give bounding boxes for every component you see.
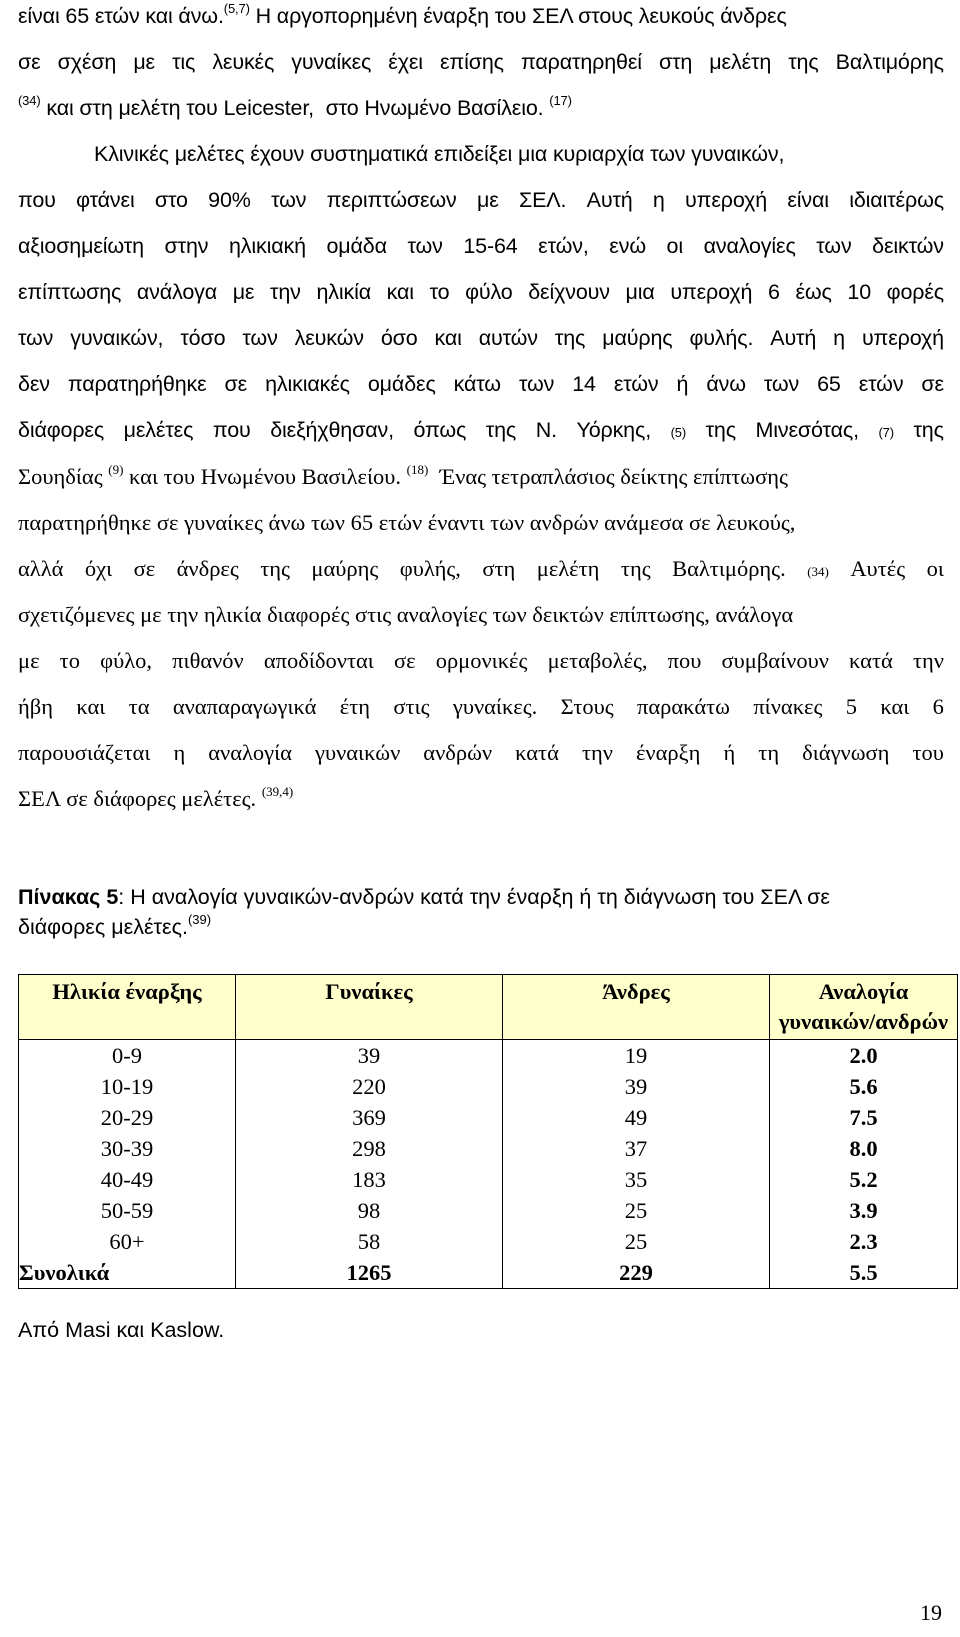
word: δείχνουν (528, 280, 610, 304)
cell-women: 183 (236, 1164, 503, 1195)
paragraph-line (18, 50, 944, 96)
word: στη (658, 50, 693, 74)
table-row (19, 1226, 958, 1257)
cell-women: 98 (236, 1195, 503, 1226)
text-run: είναι 65 ετών και άνω. (18, 4, 224, 28)
word: Βαλτιμόρης (835, 50, 944, 74)
word: γυναικών (315, 740, 401, 765)
citation-ref: (34) (18, 93, 41, 108)
word: αναπαραγωγικά (172, 694, 317, 719)
header-women: Γυναίκες (236, 975, 503, 1040)
word: των (763, 372, 800, 396)
word: αυτών (478, 326, 538, 350)
word: 6 (767, 280, 780, 304)
word: κατά (849, 648, 893, 673)
word: ιδιαιτέρως (849, 188, 944, 212)
word: 15-64 (463, 234, 518, 258)
cell-age: 40-49 (19, 1164, 236, 1195)
word: υπεροχή (670, 280, 753, 304)
word: είναι (787, 188, 829, 212)
cell-men: 19 (503, 1040, 770, 1072)
word: παρακάτω (637, 694, 730, 719)
cell-men: 39 (503, 1071, 770, 1102)
word: αποδίδονται (263, 648, 374, 673)
word: με (232, 280, 255, 304)
word: που (667, 648, 702, 673)
word: το (59, 648, 80, 673)
word: παρουσιάζεται (18, 740, 151, 765)
citation-ref: (9) (108, 462, 124, 477)
cell-men: 229 (503, 1257, 770, 1289)
word: διάγνωση (802, 740, 890, 765)
word: ομάδα (326, 234, 387, 258)
cell-age: 30-39 (19, 1133, 236, 1164)
word: μελέτη (709, 50, 772, 74)
word: ηλικιακές (265, 372, 350, 396)
cell-women: 298 (236, 1133, 503, 1164)
word: η (833, 326, 845, 350)
word: δεν (18, 372, 50, 396)
paragraph-line (18, 602, 944, 648)
word: ηλικιακή (228, 234, 306, 258)
cell-ratio: 2.0 (770, 1040, 958, 1072)
word: ομάδες (367, 372, 436, 396)
table-row (19, 1102, 958, 1133)
word: στις (393, 694, 430, 719)
word: Αυτές (850, 556, 906, 581)
word: την (912, 648, 944, 673)
word: μελέτες (123, 418, 194, 442)
cell-men: 35 (503, 1164, 770, 1195)
word: ενώ (609, 234, 646, 258)
word: έναρξη (635, 740, 701, 765)
word: αλλά (18, 556, 64, 581)
word: Υόρκης, (576, 418, 652, 442)
word: περιπτώσεων (326, 188, 457, 212)
cell-age: 10-19 (19, 1071, 236, 1102)
word: ΣΕΛ. (518, 188, 567, 212)
word: υπεροχή (685, 188, 768, 212)
table-row (19, 1164, 958, 1195)
table-total-row (19, 1257, 958, 1289)
word: των (271, 188, 307, 212)
word: πιθανόν (172, 648, 244, 673)
word: όσο (380, 326, 418, 350)
word: ηλικία (316, 280, 371, 304)
citation-ref: (18) (406, 462, 429, 477)
cell-women: 369 (236, 1102, 503, 1133)
word: φτάνει (76, 188, 135, 212)
word: φορές (886, 280, 944, 304)
word: και (434, 326, 462, 350)
paragraph-line (18, 234, 944, 280)
header-age: Ηλικία έναρξης (19, 975, 236, 1040)
table-header-row (19, 975, 958, 1040)
word: στο (154, 188, 188, 212)
word: ανδρών (423, 740, 493, 765)
word: με (18, 648, 40, 673)
word: μια (625, 280, 655, 304)
word: Μινεσότας, (755, 418, 859, 442)
cell-ratio: 2.3 (770, 1226, 958, 1257)
paragraph-line (18, 188, 944, 234)
table-body (19, 1040, 958, 1289)
word: της (913, 418, 944, 442)
word: όχι (84, 556, 113, 581)
word: σε (133, 556, 156, 581)
word: ετών (613, 372, 659, 396)
word: η (652, 188, 665, 212)
word: της (705, 418, 736, 442)
cell-women: 39 (236, 1040, 503, 1072)
word: την (270, 280, 301, 304)
word: παρατηρήθηκε (67, 372, 207, 396)
paragraph-line (18, 142, 960, 188)
word: της (260, 556, 290, 581)
data-table (18, 974, 958, 1289)
word: Στους (560, 694, 614, 719)
word: αναλογία (208, 740, 292, 765)
word: 10 (847, 280, 872, 304)
word: έχει (388, 50, 423, 74)
cell-women: 220 (236, 1071, 503, 1102)
word: στην (164, 234, 209, 258)
word: γυναίκες. (452, 694, 538, 719)
paragraph-line: αλλά όχι σε άνδρες της μαύρης φυλής, στη μελέτη της Βαλτιμόρης. (34) Αυτές οι (18, 556, 944, 581)
table-caption (18, 882, 918, 942)
word: υπεροχή (861, 326, 944, 350)
word: μαύρης (311, 556, 379, 581)
text-run: Η αργοπορημένη έναρξη του ΣΕΛ στους λευκούς άνδρες (249, 4, 787, 28)
word: της (554, 326, 586, 350)
word: φύλο, (100, 648, 153, 673)
table-row (19, 1195, 958, 1226)
paragraph-line (18, 93, 944, 142)
table-source: Από Masi και Kaslow. (18, 1318, 225, 1342)
word: σχέση (57, 50, 117, 74)
paragraph-line (18, 694, 944, 740)
word: φυλής, (399, 556, 461, 581)
word: επίπτωσης (18, 280, 122, 304)
word: επίσης (440, 50, 504, 74)
word: σε (18, 50, 41, 74)
word: σε (393, 648, 416, 673)
cell-age: 0-9 (19, 1040, 236, 1072)
word: στη (482, 556, 516, 581)
page-number: 19 (920, 1600, 942, 1625)
header-men: Άνδρες (503, 975, 770, 1040)
cell-ratio: 3.9 (770, 1195, 958, 1226)
cell-ratio: 5.6 (770, 1071, 958, 1102)
word: ήβη (18, 694, 53, 719)
word: του (912, 740, 944, 765)
word: ή (676, 372, 689, 396)
citation-ref: (17) (549, 93, 572, 108)
word: ετών, (538, 234, 589, 258)
word: και (386, 280, 414, 304)
word: 65 (817, 372, 841, 396)
paragraph-line (18, 786, 944, 832)
word: 90% (208, 188, 251, 212)
word: άνω (706, 372, 746, 396)
word: των (407, 234, 443, 258)
text-run: και του Ηνωμένου Βασιλείου. (123, 464, 407, 489)
word: ορμονικές (435, 648, 528, 673)
word: της (788, 50, 819, 74)
text-run: ΣΕΛ σε διάφορες μελέτες. (18, 786, 262, 811)
word: 6 (932, 694, 944, 719)
word: τα (128, 694, 150, 719)
paragraph-line (18, 1, 944, 50)
paragraph-line (18, 326, 944, 372)
paragraph-line (18, 372, 944, 418)
word: δεικτών (872, 234, 944, 258)
word: συμβαίνουν (721, 648, 829, 673)
word: 14 (572, 372, 596, 396)
word: των (518, 372, 555, 396)
word: της (485, 418, 517, 442)
word: αξιοσημείωτη (18, 234, 144, 258)
word: και (76, 694, 106, 719)
citation-ref: (39,4) (261, 784, 294, 799)
word: λευκές (212, 50, 275, 74)
word: με (133, 50, 155, 74)
cell-women: 58 (236, 1226, 503, 1257)
word: φύλο (465, 280, 513, 304)
paragraph-line (18, 464, 944, 510)
paragraph-line (18, 280, 944, 326)
word: όπως (413, 418, 467, 442)
word: Βαλτιμόρης. (672, 556, 786, 581)
word: μεταβολές, (547, 648, 648, 673)
word: έτη (339, 694, 371, 719)
text-run: Ένας τετραπλάσιος δείκτης επίπτωσης (428, 464, 788, 489)
paragraph-line (18, 510, 944, 556)
word: των (18, 326, 54, 350)
cell-age: 20-29 (19, 1102, 236, 1133)
word: γυναίκες (291, 50, 372, 74)
word: λευκών (294, 326, 364, 350)
cell-men: 25 (503, 1226, 770, 1257)
word: ετών (858, 372, 904, 396)
word: μαύρης (602, 326, 673, 350)
word: Αυτή (586, 188, 633, 212)
text-run: σχετιζόμενες με την ηλικία διαφορές στις αναλογίες των δεικτών επίπτωσης, ανάλογα (18, 602, 794, 627)
word: την (581, 740, 613, 765)
word: διεξήχθησαν, (270, 418, 394, 442)
word: διάφορες (18, 418, 105, 442)
word: οι (926, 556, 944, 581)
text-run: Σουηδίας (18, 464, 109, 489)
cell-ratio: 8.0 (770, 1133, 958, 1164)
table-row (19, 1040, 958, 1072)
word: κατά (515, 740, 559, 765)
cell-ratio: 5.2 (770, 1164, 958, 1195)
word: και (880, 694, 910, 719)
word: με (476, 188, 499, 212)
word: οι (666, 234, 683, 258)
word: έως (795, 280, 832, 304)
table-row (19, 1133, 958, 1164)
word: πίνακες (753, 694, 823, 719)
word: παρατηρηθεί (520, 50, 642, 74)
paragraph-line (18, 648, 944, 694)
text-run: παρατηρήθηκε σε γυναίκες άνω των 65 ετών έναντι των ανδρών ανάμεσα σε λευκούς, (18, 510, 796, 535)
word: σε (921, 372, 944, 396)
word: γυναικών, (70, 326, 164, 350)
word: αναλογίες (703, 234, 796, 258)
word: που (212, 418, 251, 442)
word: τη (758, 740, 780, 765)
cell-age: 60+ (19, 1226, 236, 1257)
header-ratio: Αναλογία γυναικών/ανδρών (770, 975, 958, 1040)
word: άνδρες (176, 556, 239, 581)
word: των (242, 326, 278, 350)
word: φυλής. (689, 326, 754, 350)
word: που (18, 188, 56, 212)
word: τόσο (180, 326, 226, 350)
word: ανάλογα (136, 280, 218, 304)
word: σε (224, 372, 248, 396)
word: το (429, 280, 450, 304)
cell-men: 37 (503, 1133, 770, 1164)
cell-women: 1265 (236, 1257, 503, 1289)
paragraph-line (18, 740, 944, 786)
word: μελέτη (536, 556, 600, 581)
text-run: Κλινικές μελέτες έχουν συστηματικά επιδείξει μια κυριαρχία των γυναικών, (94, 142, 785, 166)
cell-men: 25 (503, 1195, 770, 1226)
paragraph-line: διάφορες μελέτες που διεξήχθησαν, όπως της Ν. Υόρκης, (5) της Μινεσότας, (7) της (18, 418, 944, 442)
word: των (816, 234, 852, 258)
citation-ref: (5,7) (223, 1, 250, 16)
cell-ratio: 5.5 (770, 1257, 958, 1289)
cell-age: 50-59 (19, 1195, 236, 1226)
word: η (173, 740, 186, 765)
cell-age: Συνολικά (19, 1257, 236, 1289)
text-run: και στη μελέτη του Leicester, στο Ηνωμένο Βασίλειο. (40, 96, 550, 120)
word: κάτω (453, 372, 501, 396)
word: ή (723, 740, 736, 765)
cell-men: 49 (503, 1102, 770, 1133)
table-caption-ref: (39) (187, 912, 212, 927)
cell-ratio: 7.5 (770, 1102, 958, 1133)
word: Αυτή (770, 326, 817, 350)
word: τις (172, 50, 196, 74)
table-caption-label: Πίνακας 5 (18, 885, 119, 909)
table-row (19, 1071, 958, 1102)
word: Ν. (535, 418, 557, 442)
word: της (620, 556, 651, 581)
table-caption-text: : Η αναλογία γυναικών-ανδρών κατά την έναρξη ή τη διάγνωση του ΣΕΛ σε διάφορες μελέτες. (18, 885, 830, 939)
word: 5 (845, 694, 857, 719)
